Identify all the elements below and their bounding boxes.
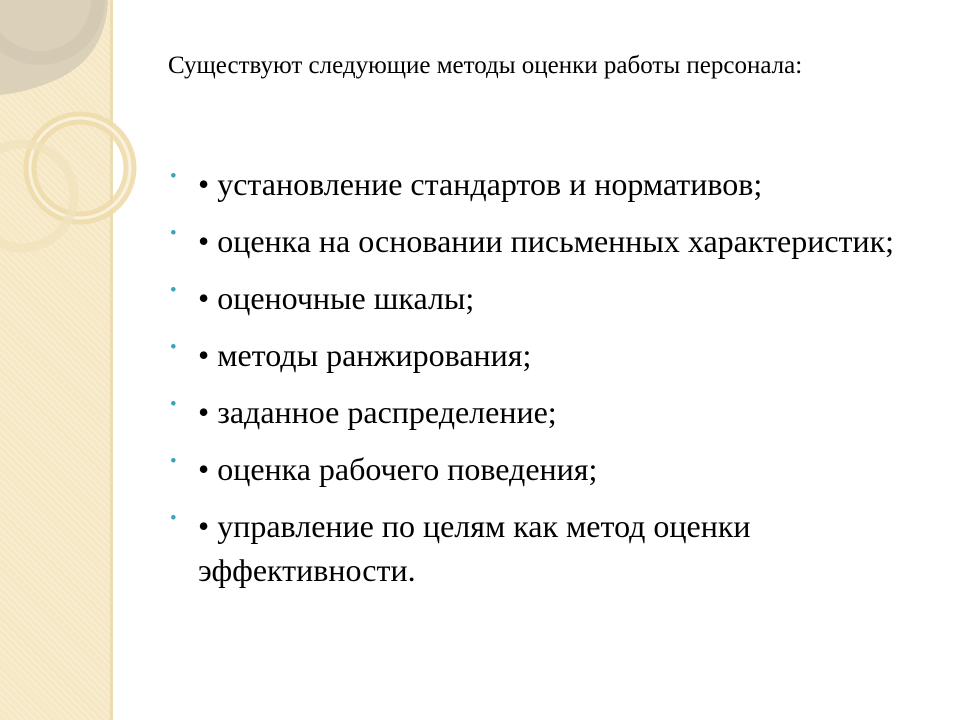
list-item-text: • оценочные шкалы; — [198, 280, 475, 316]
list-item-text: • методы ранжирования; — [198, 337, 532, 373]
list-item — [170, 504, 940, 592]
list-item-text: • заданное распределение; — [198, 394, 557, 430]
bullet-icon: • — [170, 508, 177, 529]
list-item — [170, 219, 940, 263]
bullet-icon: • — [170, 223, 177, 244]
bullet-icon: • — [170, 280, 177, 301]
list-item — [170, 390, 940, 434]
list-item-text: • оценка рабочего поведения; — [198, 451, 598, 487]
ornament-rings — [0, 0, 180, 260]
slide-title: Существуют следующие методы оценки работы персонала: — [168, 52, 803, 79]
list-item — [170, 276, 940, 320]
bullet-icon: • — [170, 394, 177, 415]
list-item — [170, 333, 940, 377]
list-item-text: • управление по целям как метод оценки эффективности. — [198, 508, 751, 588]
list-item — [170, 162, 940, 206]
bullet-icon: • — [170, 451, 177, 472]
bullet-icon: • — [170, 337, 177, 358]
methods-list — [170, 162, 940, 605]
list-item-text: • установление стандартов и нормативов; — [198, 166, 763, 202]
bullet-icon: • — [170, 166, 177, 187]
list-item — [170, 447, 940, 491]
list-item-text: • оценка на основании письменных характеристик; — [198, 223, 895, 259]
